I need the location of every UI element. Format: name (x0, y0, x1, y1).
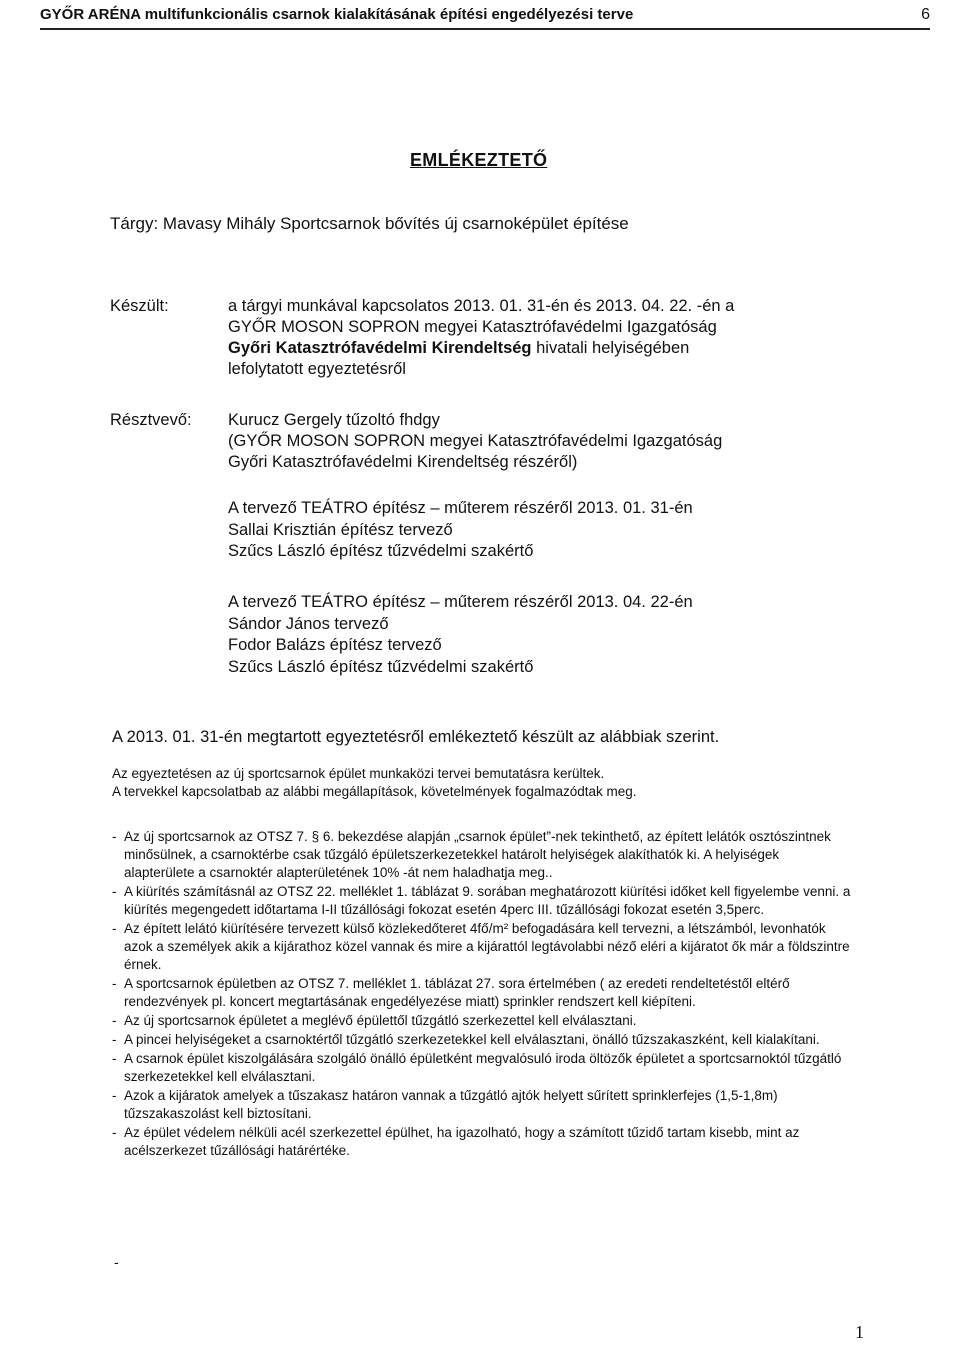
prepared-line: Győri Katasztrófavédelmi Kirendeltség hivatali helyiségében (228, 339, 690, 357)
document-title: GYŐR ARÉNA multifunkcionális csarnok kialakításának építési engedélyezési terve (40, 6, 634, 23)
subject-line (110, 214, 629, 234)
participants-label: Résztvevő: (110, 411, 192, 429)
participant-line: Kurucz Gergely tűzoltó fhdgy (228, 411, 440, 429)
group-line: Szűcs László építész tűzvédelmi szakértő (228, 542, 534, 560)
memo-title: EMLÉKEZTETŐ (410, 150, 548, 170)
list-item: - A kiürítés számításnál az OTSZ 22. melléklet 1. táblázat 9. sorában meghatározott kiürítési időket kell figyelembe venni. a kiürítés megengedett időtartama I-II tűzállósági fokozat esetén 4perc III. tűzállósági fokozat esetén 3,5perc. (112, 884, 851, 917)
group-line: Szűcs László építész tűzvédelmi szakértő (228, 657, 534, 676)
page-header (40, 4, 930, 30)
list-item: - Az új sportcsarnok az OTSZ 7. § 6. bekezdése alapján „csarnok épület”-nek tekinthető, az épített lelátók osztószintnek minősülnek, a csarnoktérbe csak tűzgáló épületszerkezetekkel határolt helyiségek alakíthatók ki. A helyiségek alapterülete a csarnoktér alapterületének 10% -át nem haladhatja meg.. (112, 829, 831, 880)
prepared-bold: Győri Katasztrófavédelmi Kirendeltség (228, 339, 532, 357)
intro-text: Az egyeztetésen az új sportcsarnok épület munkaközi tervei bemutatásra kerültek. A tervekkel kapcsolatbab az alábbi megállapítások, követelmények fogalmazódtak meg. (112, 766, 637, 799)
group-line: A tervező TEÁTRO építész – műterem részéről 2013. 04. 22-én (228, 593, 693, 611)
list-item: - Azok a kijáratok amelyek a tűszakasz határon vannak a tűzgátló ajtók helyett sűrített sprinklerfejes (1,5-1,8m) tűzszakaszolást kell biztosítani. (112, 1088, 778, 1121)
list-item: - Az épület védelem nélküli acél szerkezettel épülhet, ha igazolható, hogy a számított tűzidő tartam kisebb, mint az acélszerkezet tűzállósági határértéke. (112, 1125, 800, 1158)
page-number: 6 (921, 6, 930, 23)
footer-page-number: 1 (855, 1322, 864, 1342)
group-line: Fodor Balázs építész tervező (228, 636, 442, 654)
group-line: A tervező TEÁTRO építész – műterem részéről 2013. 01. 31-én (228, 499, 693, 517)
participant-line: Győri Katasztrófavédelmi Kirendeltség részéről) (228, 453, 578, 471)
designer-group-2 (228, 592, 693, 678)
participant-line: (GYŐR MOSON SOPRON megyei Katasztrófavédelmi Igazgatóság (228, 432, 723, 450)
list-item: - A pincei helyiségeket a csarnoktértől tűzgátló szerkezetekkel kell elválasztani, önálló tűzszakaszként, kell kialakítani. (112, 1032, 820, 1047)
trailing-dash: - (114, 1254, 119, 1270)
prepared-line: a tárgyi munkával kapcsolatos 2013. 01. 31-én és 2013. 04. 22. -én a (228, 297, 735, 315)
prepared-label: Készült: (110, 297, 169, 315)
findings-list (112, 828, 852, 1161)
group-line: Sándor János tervező (228, 614, 389, 633)
prepared-line: lefolytatott egyeztetésről (228, 360, 406, 378)
subject-text: Mavasy Mihály Sportcsarnok bővítés új csarnoképület építése (162, 214, 629, 233)
list-item: - A csarnok épület kiszolgálására szolgáló önálló épületként megvalósuló iroda öltözők épületet a sportcsarnoktól tűzgátló szerkezetekkel kell elválasztani. (112, 1051, 842, 1084)
subject-label: Tárgy: (110, 214, 159, 233)
list-item: - Az épített lelátó kiürítésére tervezett külső közlekedőteret 4fő/m² befogadására kell tervezni, a létszámból, levonhatók azok a személyek akik a kijárathoz közel vannak és mire a kijárattól legtávolabbi néző eléri a kijáratot ők már a földszintre érnek. (112, 921, 850, 972)
designer-group-1 (228, 498, 693, 563)
group-line: Sallai Krisztián építész tervező (228, 520, 453, 539)
prepared-line: GYŐR MOSON SOPRON megyei Katasztrófavédelmi Igazgatóság (228, 318, 717, 336)
summary-line: A 2013. 01. 31-én megtartott egyeztetésről emlékeztető készült az alábbiak szerint. (112, 728, 720, 746)
list-item: - Az új sportcsarnok épületet a meglévő épülettől tűzgátló szerkezettel kell elválasztani. (112, 1013, 637, 1028)
list-item: - A sportcsarnok épületben az OTSZ 7. melléklet 1. táblázat 27. sora értelmében ( az eredeti rendeltetéstől eltérő rendezvények pl. koncert megtartásának engedélyezése miatt) sprinkler rendszert kell kiépíteni. (112, 976, 790, 1009)
